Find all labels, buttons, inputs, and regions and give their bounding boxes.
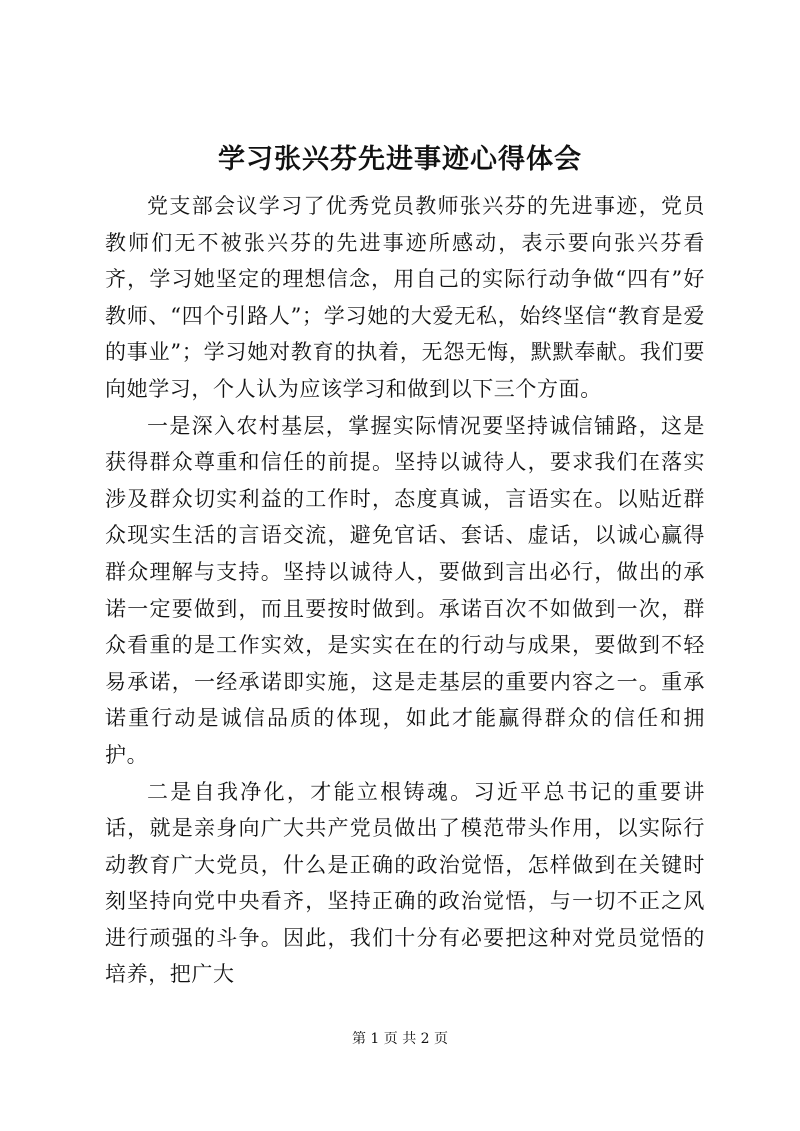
document-body: [105, 188, 705, 993]
paragraph-point-one: 一是深入农村基层，掌握实际情况要坚持诚信铺路，这是获得群众尊重和信任的前提。坚持以诚待人，要求我们在落实涉及群众切实利益的工作时，态度真诚，言语实在。以贴近群众现实生活的言语交流，避免官话、套话、虚话，以诚心赢得群众理解与支持。坚持以诚待人，要做到言出必行，做出的承诺一定要做到，而且要按时做到。承诺百次不如做到一次，群众看重的是工作实效，是实实在在的行动与成果，要做到不轻易承诺，一经承诺即实施，这是走基层的重要内容之一。重承诺重行动是诚信品质的体现，如此才能赢得群众的信任和拥护。: [105, 413, 705, 767]
page-footer: 第 1 页 共 2 页: [351, 1031, 449, 1047]
paragraph-point-two: 二是自我净化，才能立根铸魂。习近平总书记的重要讲话，就是亲身向广大共产党员做出了模范带头作用，以实际行动教育广大党员，什么是正确的政治觉悟，怎样做到在关键时刻坚持向党中央看齐，坚持正确的政治觉悟，与一切不正之风进行顽强的斗争。因此，我们十分有必要把这种对党员觉悟的培养，把广大: [105, 779, 705, 987]
paragraph-intro: 党支部会议学习了优秀党员教师张兴芬的先进事迹，党员教师们无不被张兴芬的先进事迹所感动，表示要向张兴芬看齐，学习她坚定的理想信念，用自己的实际行动争做“四有”好教师、“四个引路人”；学习她的大爱无私，始终坚信“教育是爱的事业”；学习她对教育的执着，无怨无悔，默默奉献。我们要向她学习，个人认为应该学习和做到以下三个方面。: [105, 194, 705, 401]
document-title: 学习张兴芬先进事迹心得体会: [218, 144, 582, 175]
